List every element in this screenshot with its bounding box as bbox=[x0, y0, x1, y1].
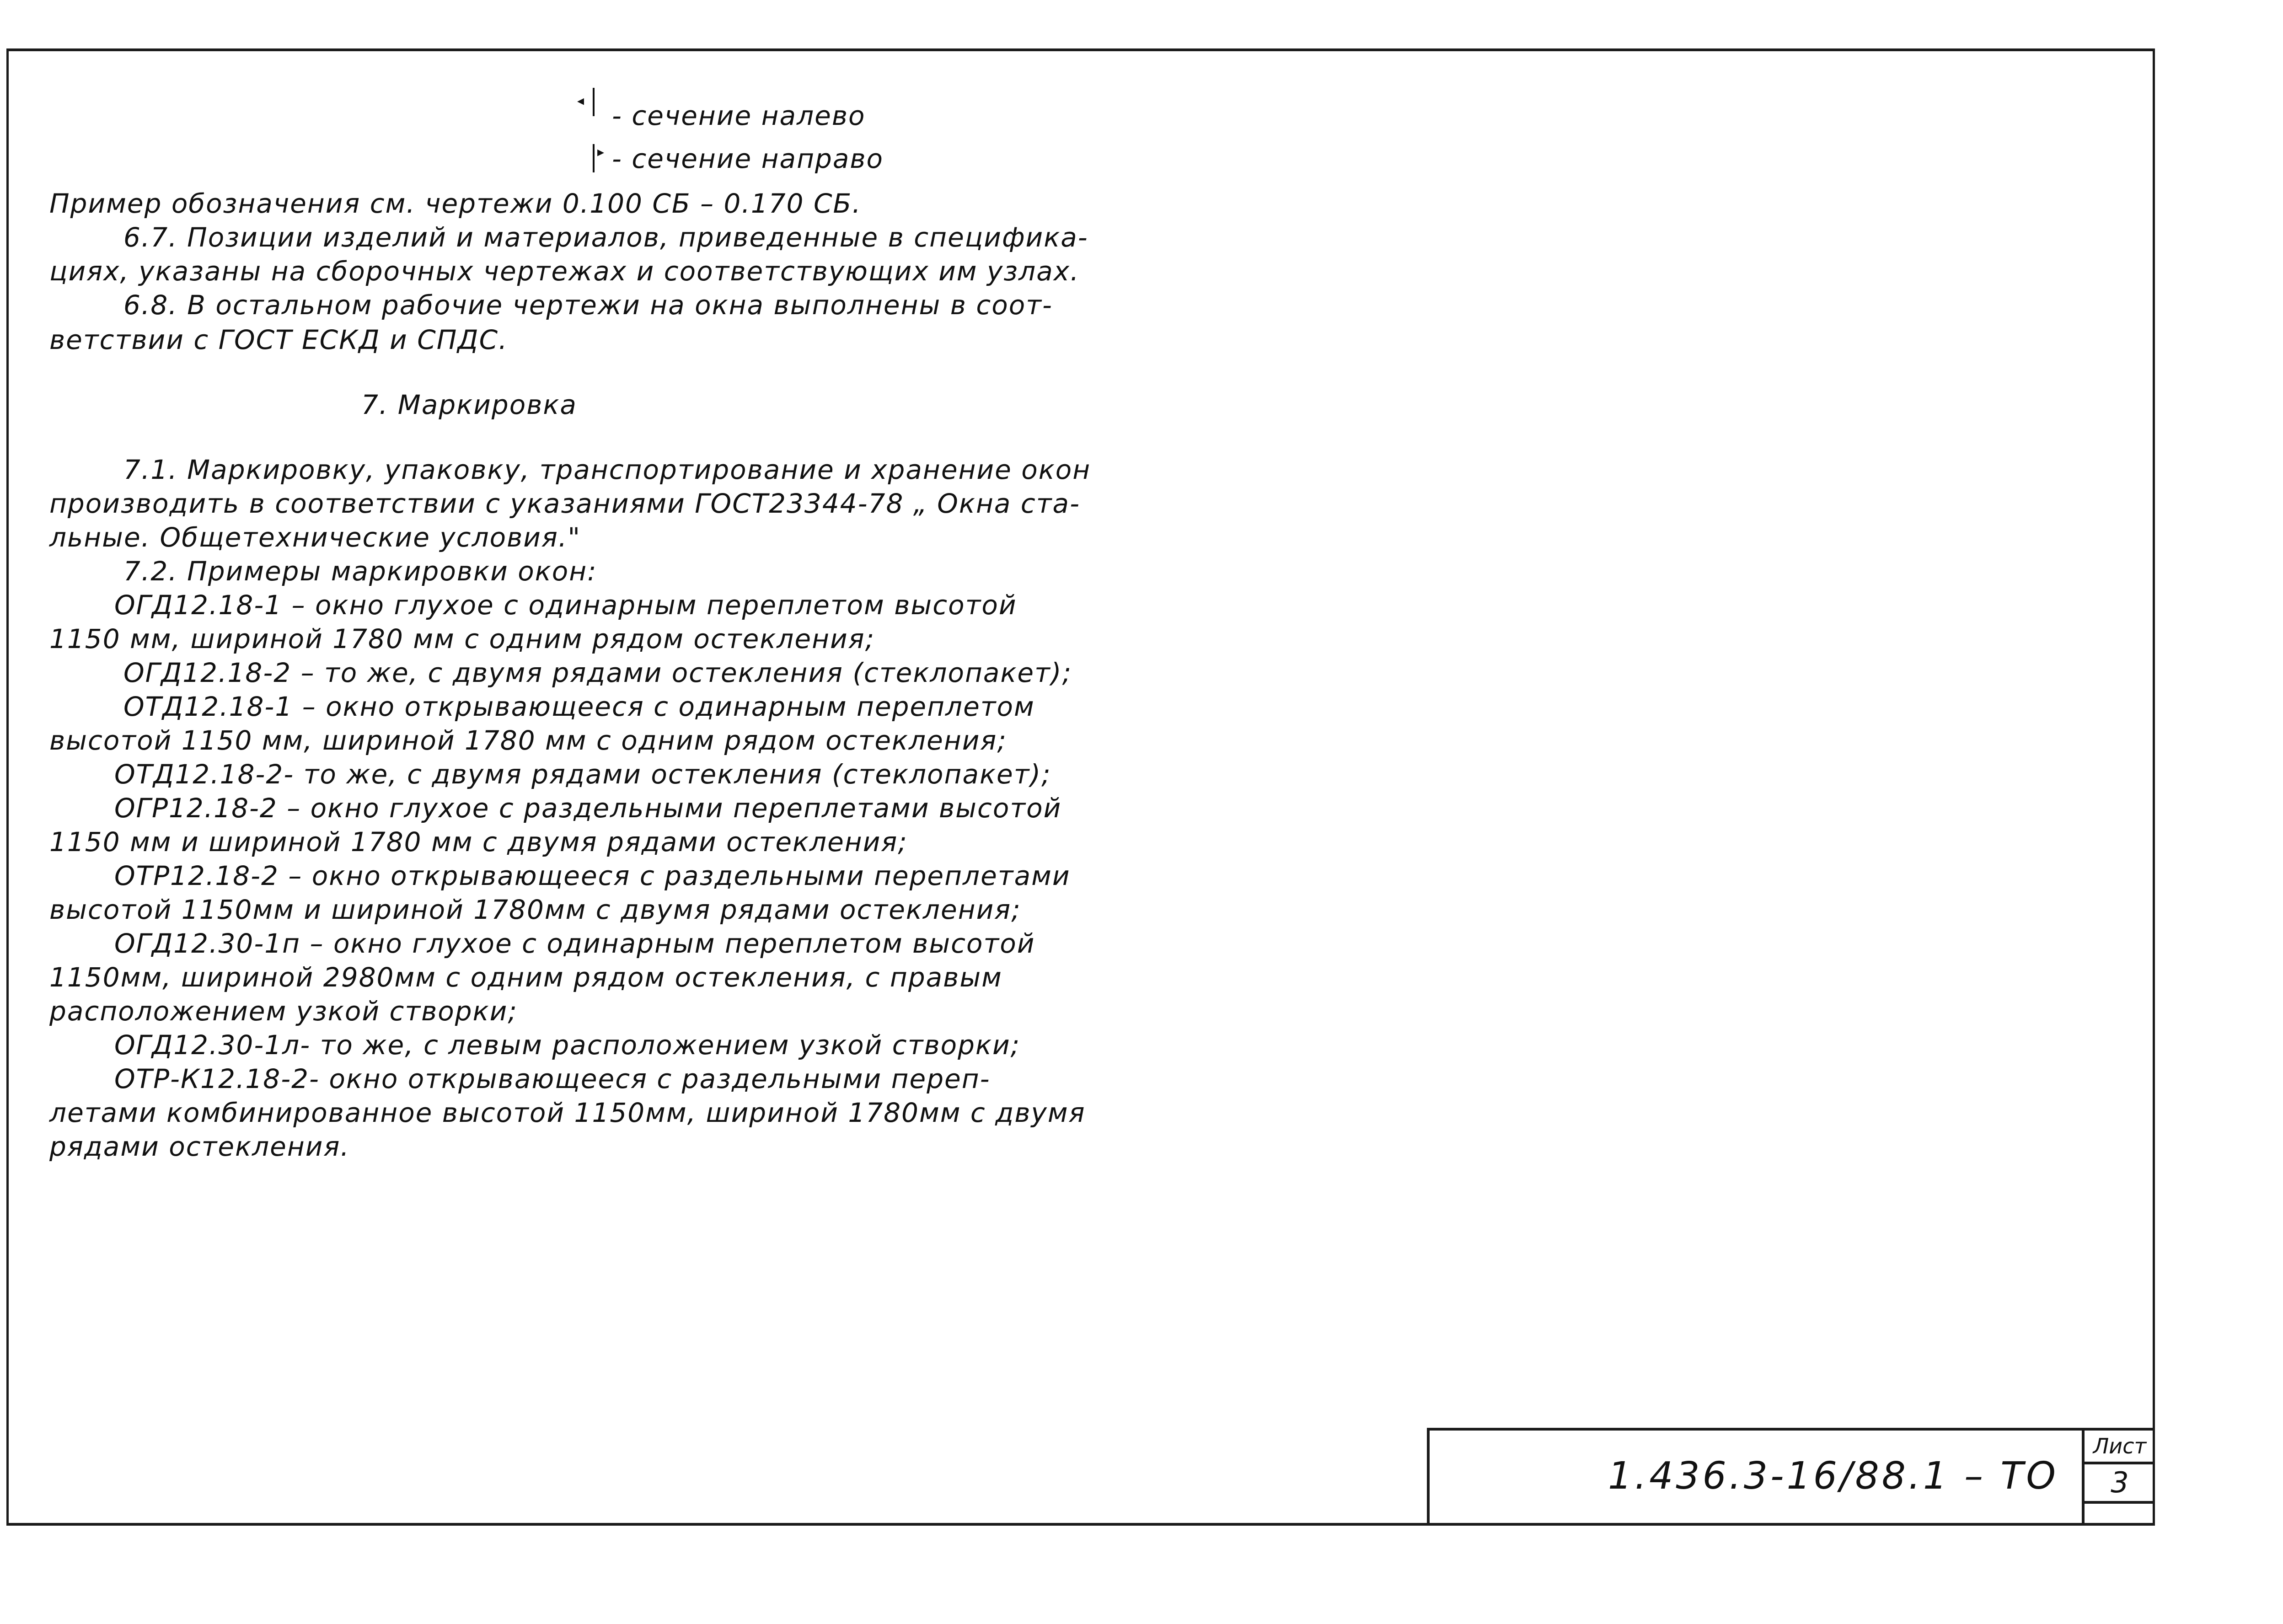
sheet-label: Лист bbox=[2085, 1431, 2155, 1464]
text-line: высотой 1150мм и шириной 1780мм с двумя рядами остекления; bbox=[49, 894, 1021, 925]
text-line: 1150 мм, шириной 1780 мм с одним рядом остекления; bbox=[49, 623, 875, 654]
text-line: высотой 1150 мм, шириной 1780 мм с одним рядом остекления; bbox=[49, 725, 1007, 756]
text-line: ветствии с ГОСТ ЕСКД и СПДС. bbox=[49, 324, 508, 355]
text-line: ОГД12.18-1 – окно глухое с одинарным переплетом высотой bbox=[114, 590, 1017, 621]
legend-left-section-text: - сечение налево bbox=[612, 100, 866, 131]
text-line: 1150мм, шириной 2980мм с одним рядом остекления, с правым bbox=[49, 962, 1002, 993]
text-line: ОГР12.18-2 – окно глухое с раздельными переплетами высотой bbox=[114, 793, 1062, 824]
text-line: рядами остекления. bbox=[49, 1131, 350, 1162]
text-line: Пример обозначения см. чертежи 0.100 СБ – 0.170 СБ. bbox=[49, 188, 862, 219]
text-line: летами комбинированное высотой 1150мм, шириной 1780мм с двумя bbox=[49, 1097, 1086, 1128]
section-heading: 7. Маркировка bbox=[361, 389, 577, 420]
text-line: 7.2. Примеры маркировки окон: bbox=[123, 556, 597, 587]
text-line: 6.7. Позиции изделий и материалов, приведенные в специфика- bbox=[123, 222, 1088, 253]
text-line: 6.8. В остальном рабочие чертежи на окна выполнены в соот- bbox=[123, 289, 1053, 321]
text-line: 7.1. Маркировку, упаковку, транспортирование и хранение окон bbox=[123, 454, 1091, 485]
text-line: ОТР12.18-2 – окно открывающееся с раздельными переплетами bbox=[114, 860, 1071, 891]
text-line: расположением узкой створки; bbox=[49, 996, 518, 1027]
text-line: ОГД12.30-1л- то же, с левым расположением узкой створки; bbox=[114, 1029, 1021, 1061]
text-line: ОТД12.18-1 – окно открывающееся с одинарным переплетом bbox=[123, 691, 1035, 722]
legend-right-section-text: - сечение направо bbox=[612, 143, 884, 174]
text-line: ОГД12.18-2 – то же, с двумя рядами остекления (стеклопакет); bbox=[123, 657, 1072, 688]
sheet-number: 3 bbox=[2085, 1464, 2155, 1504]
title-block bbox=[1427, 1428, 2155, 1526]
text-line: льные. Общетехнические условия." bbox=[49, 522, 581, 553]
left-section-arrow-icon: ◂ bbox=[577, 93, 584, 109]
text-line: циях, указаны на сборочных чертежах и соответствующих им узлах. bbox=[49, 256, 1080, 287]
left-section-mark bbox=[593, 88, 595, 116]
text-line: ОТР-К12.18-2- окно открывающееся с раздельными переп- bbox=[114, 1063, 991, 1094]
text-line: ОТД12.18-2- то же, с двумя рядами остекления (стеклопакет); bbox=[114, 759, 1051, 790]
text-line: 1150 мм и шириной 1780 мм с двумя рядами остекления; bbox=[49, 826, 908, 858]
right-section-mark bbox=[593, 144, 595, 172]
right-section-arrow-icon: ▸ bbox=[597, 144, 605, 160]
sheet-cell bbox=[2082, 1431, 2155, 1526]
text-line: производить в соответствии с указаниями ГОСТ23344-78 „ Окна ста- bbox=[49, 488, 1081, 519]
document-code: 1.436.3-16/88.1 – ТО bbox=[1608, 1454, 2058, 1498]
text-line: ОГД12.30-1п – окно глухое с одинарным переплетом высотой bbox=[114, 928, 1035, 959]
